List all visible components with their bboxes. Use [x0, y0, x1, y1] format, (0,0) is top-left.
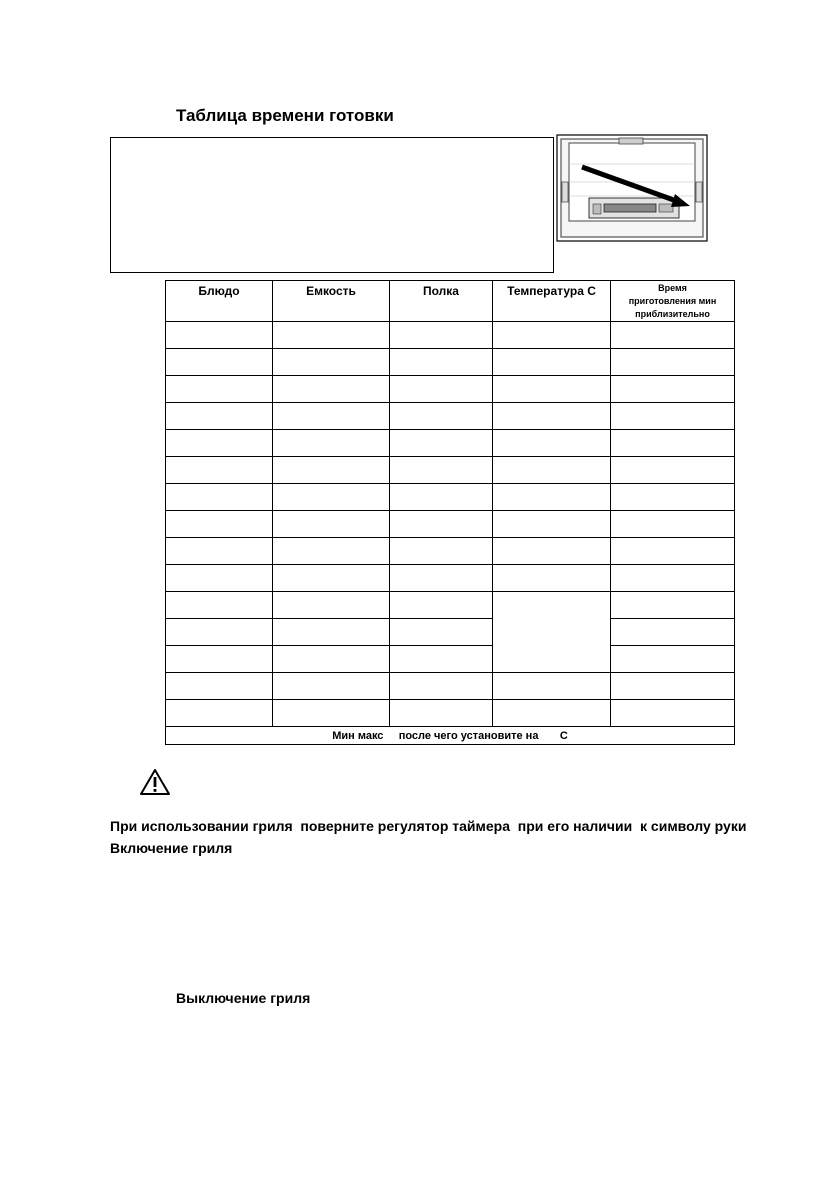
grill-instructions [110, 815, 750, 859]
table-footer-note: Мин макс после чего установите на С [166, 727, 735, 745]
table-row [166, 538, 735, 565]
table-row [166, 403, 735, 430]
header-shelf: Полка [390, 281, 493, 322]
header-temperature: Температура С [493, 281, 611, 322]
header-time [611, 281, 735, 322]
warning-icon [139, 768, 171, 796]
table-row [166, 511, 735, 538]
table-row [166, 322, 735, 349]
table-row [166, 592, 735, 619]
table-row [166, 349, 735, 376]
oven-interior-illustration [556, 134, 708, 242]
table-header-row [166, 281, 735, 322]
table-row [166, 646, 735, 673]
cooking-time-table [165, 280, 735, 745]
table-row [166, 430, 735, 457]
grill-on-heading: Включение гриля [110, 840, 233, 856]
header-dish: Блюдо [166, 281, 273, 322]
table-row [166, 484, 735, 511]
grill-off-heading: Выключение гриля [176, 990, 311, 1006]
header-time-line1: Время [658, 283, 687, 293]
table-row [166, 376, 735, 403]
page-title: Таблица времени готовки [176, 106, 394, 125]
merged-temperature-cell [493, 592, 611, 673]
table-row [166, 673, 735, 700]
table-row [166, 700, 735, 727]
table-row [166, 565, 735, 592]
grill-note: При использовании гриля поверните регулятор таймера при его наличии к символу руки [110, 818, 747, 834]
table-footer-row [166, 727, 735, 745]
header-container: Емкость [273, 281, 390, 322]
table-row [166, 619, 735, 646]
blank-text-box [110, 137, 554, 273]
header-time-line2: приготовления мин [628, 296, 717, 306]
header-time-line3: приблизительно [635, 309, 710, 319]
table-row [166, 457, 735, 484]
